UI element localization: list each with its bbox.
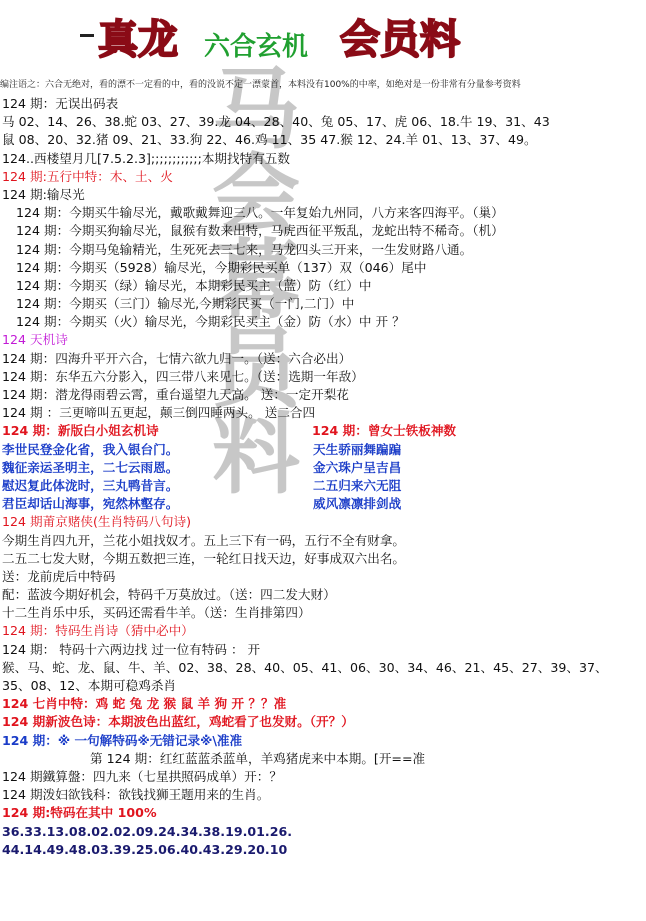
poem-left-line: 慰迟复此体泷时，三丸鸭昔言。	[2, 477, 179, 493]
text-line: 配：蓝波今期好机会，特码千万莫放过。（送：四二发大财）	[2, 587, 336, 603]
text-line: 124 期：今期买（三门）输尽光,今期彩民买（一门,二门）中	[16, 296, 355, 312]
text-line: 124 期：潜龙得雨碧云霄，重台遥望九天高。 送：一定开梨花	[2, 387, 349, 402]
text-line: 124 七肖中特：鸡 蛇 兔 龙 猴 鼠 羊 狗 开 ？？准	[2, 696, 287, 712]
text-line: 35、08、12、本期可稳鸡杀肖	[2, 678, 177, 693]
banner-dash	[80, 34, 94, 37]
text-line: 124 期新波色诗：本期波色出蓝红，鸡蛇看了也发财。（开？）	[2, 714, 354, 730]
banner-title-2: 六合玄机	[204, 32, 309, 62]
text-line: 124 期莆京赌侠(生肖特码八句诗)	[2, 514, 191, 530]
text-line: 124 期:输尽光	[2, 186, 85, 202]
text-line: 第 124 期：红红蓝蓝杀蓝单，羊鸡猪虎来中本期。[开==准	[90, 750, 426, 766]
text-line: 124 期：东华五六分影入，四三带八来见七。（送：选期一年敌）	[2, 368, 364, 384]
watermark-char: 马	[211, 57, 300, 161]
poem-right-line: 金六珠户呈吉昌	[313, 459, 402, 475]
text-line: 送：龙前虎后中特码	[2, 568, 116, 584]
title-banner	[80, 6, 500, 68]
section-secondary	[2, 513, 642, 859]
text-line: 124 天机诗	[2, 332, 68, 348]
text-line: 124 期：※ 一句解特码※无错记录※\准准	[2, 732, 243, 748]
text-line: 124 期:五行中特：木、土、火	[2, 168, 173, 184]
text-line: 马 02、14、26、38.蛇 03、27、39.龙 04、28、40、兔 05、17、虎 06、18.牛 19、31、43	[2, 114, 550, 130]
banner-title-3: 会员料	[340, 16, 460, 63]
poem-titles	[2, 422, 642, 440]
text-line: 124 期：今期买（绿）输尽光，本期彩民买主（蓝）防（红）中	[16, 277, 372, 293]
document-body	[2, 95, 642, 859]
text-line: 124 期：今期买（火）输尽光，今期彩民买主（金）防（水）中 开 ？	[16, 314, 405, 330]
text-line: 124 期泼妇欲钱科：欲钱找狮王题用来的生肖。	[2, 787, 270, 803]
text-line: 124 期：特码生肖诗（猜中必中）	[2, 623, 194, 639]
poem-row	[2, 459, 642, 477]
text-line: 44.14.49.48.03.39.25.06.40.43.29.20.10	[2, 841, 288, 857]
poem-right-line: 二五归来六无阻	[313, 477, 402, 493]
text-line: 124 期：今期买（5928）输尽光，今期彩民买单（137）双（046）尾中	[16, 259, 427, 275]
poem-row	[2, 441, 642, 459]
text-line: 今期生肖四九开，兰花小姐找奴才。五上三下有一码，五行不全有财拿。	[2, 532, 405, 548]
poem-left-line: 君臣却话山海事，宛然林壑存。	[2, 496, 179, 512]
poem-row	[2, 477, 642, 495]
subtitle: 编注语之：六合无绝对，看的漂不一定看的中，看的没说不定一漂蒙首，本料没有100%的中率，如绝对是一份非常有分量参考资料	[0, 80, 521, 90]
poem-left-title: 124 期：新版白小姐玄机诗	[2, 423, 159, 439]
watermark-char: 员	[211, 315, 300, 420]
text-line: 鼠 08、20、32.猪 09、21、33.狗 22、46.鸡 11、35 47.猴 12、24.羊 01、13、37、49。	[2, 132, 537, 148]
text-line: 二五二七发大财，今期五数把三连，一轮红日找天边，好事成双六出名。	[2, 550, 405, 566]
section-main	[2, 95, 642, 422]
poem-left-line: 李世民登金化省，我入银台门。	[2, 441, 179, 457]
text-line: 124 期： 特码十六两边找 过一位有特码 ： 开	[2, 641, 261, 657]
poem-left-line: 魏征亲运圣明主，二七云雨恩。	[2, 459, 179, 475]
text-line: 124 期 ：三更啼叫五更起，颠三倒四睡两头。 送二合四	[2, 405, 316, 421]
text-line: 124 期：今期买狗输尽光，鼠猴有数来出特，马虎西征平叛乱，龙蛇出特不稀奇。（机）	[16, 223, 504, 239]
text-line: 36.33.13.08.02.02.09.24.34.38.19.01.26.	[2, 823, 293, 839]
text-line: 124..西楼望月几[7.5.2.3];;;;;;;;;;;;本期找特有五数	[2, 150, 290, 166]
watermark-char: 幕	[211, 229, 300, 334]
poem-row	[2, 495, 642, 513]
text-line: 124 期鐵算盤：四九来（七星拱照码成单）开：？	[2, 768, 282, 784]
poem-right-line: 天生骄丽舞蹁蹁	[313, 441, 402, 457]
watermark-char: 料	[211, 401, 300, 506]
banner-title-1: 真龙	[98, 16, 178, 63]
poem-right-title: 124 期：曾女士铁板神数	[312, 423, 457, 439]
poem-right-line: 威风凛凛排剑战	[313, 496, 402, 512]
watermark-char: 会	[211, 143, 300, 248]
text-line: 124 期：今期马兔输精光，生死死去三七来，马龙四头三开来，一生发财路八通。	[16, 241, 473, 257]
text-line: 124 期：四海升平开六合，七情六欲九归一。（送：六合必出）	[2, 350, 352, 366]
text-line: 124 期:特码在其中 100%	[2, 805, 157, 821]
text-line: 猴、马、蛇、龙、鼠、牛、羊、02、38、28、40、05、41、06、30、34、46、21、45、27、39、37、	[2, 659, 608, 675]
poem-rows	[2, 441, 642, 514]
text-line: 124 期：今期买牛输尽光，戴歌戴舞迎三八。一年复始九州同，八方来客四海平。（巢）	[16, 205, 504, 221]
text-line: 124 期：无误出码表	[2, 96, 119, 111]
text-line: 十二生肖乐中乐，买码还需看牛羊。（送：生肖排第四）	[2, 605, 311, 621]
